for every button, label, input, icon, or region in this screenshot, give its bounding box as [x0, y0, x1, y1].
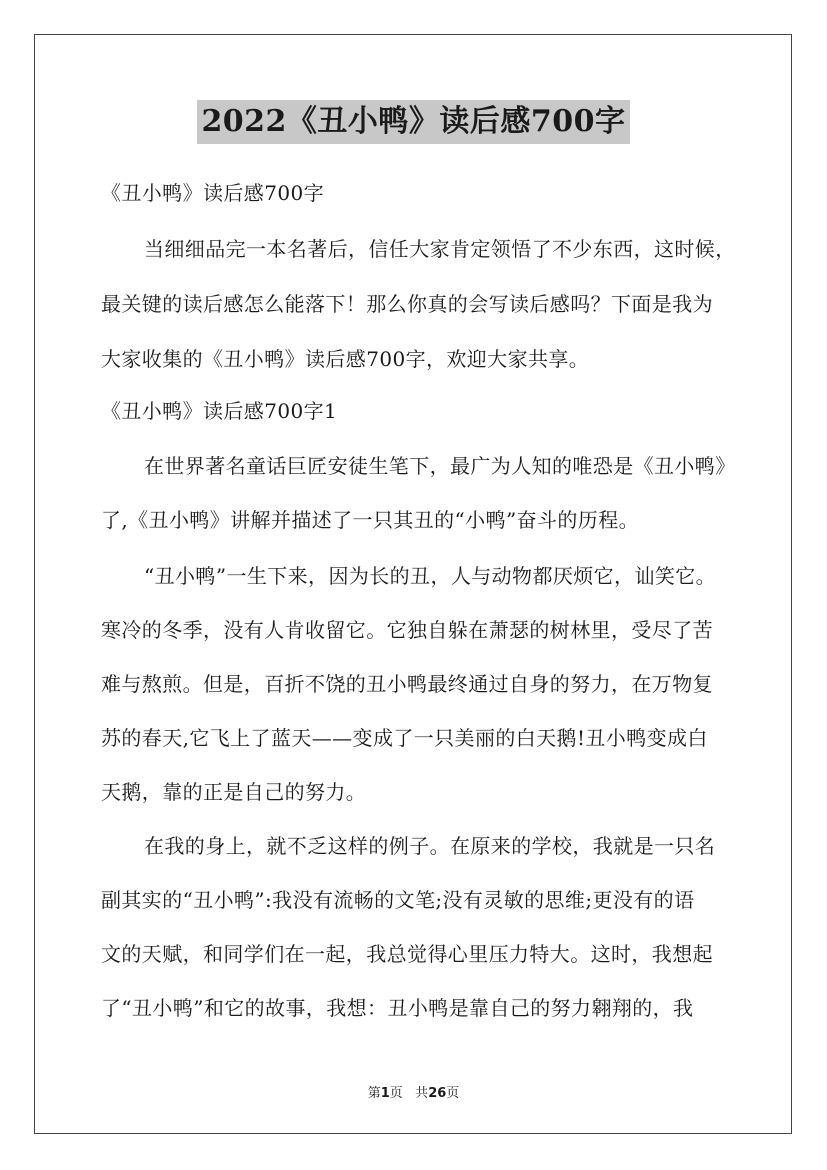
para1-line-2: 了,《丑小鸭》讲解并描述了一只其丑的“小鸭”奋斗的历程。	[101, 508, 640, 532]
document-title: 2022《丑小鸭》读后感700字	[197, 100, 629, 144]
section-heading: 《丑小鸭》读后感700字1	[101, 399, 338, 423]
para2-line-2: 寒冷的冬季，没有人肯收留它。它独自躲在萧瑟的树林里，受尽了苦	[101, 618, 713, 642]
subtitle: 《丑小鸭》读后感700字	[101, 181, 324, 205]
page-suffix: 页	[389, 1086, 403, 1101]
total-suffix: 页	[446, 1086, 460, 1101]
page-prefix: 第	[367, 1086, 381, 1101]
intro-line-3: 大家收集的《丑小鸭》读后感700字，欢迎大家共享。	[101, 347, 590, 371]
page-footer	[0, 1082, 827, 1101]
intro-line-1: 当细细品完一本名著后，信任大家肯定领悟了不少东西，这时候，	[144, 237, 736, 261]
para3-line-1: 在我的身上，就不乏这样的例子。在原来的学校，我就是一只名	[144, 834, 716, 858]
para2-line-4: 苏的春天,它飞上了蓝天——变成了一只美丽的白天鹅!丑小鸭变成白	[101, 726, 708, 750]
para3-line-4: 了“丑小鸭”和它的故事，我想：丑小鸭是靠自己的努力翱翔的，我	[101, 996, 694, 1020]
para2-line-5: 天鹅，靠的正是自己的努力。	[101, 780, 367, 804]
total-pages: 26	[428, 1086, 447, 1101]
intro-line-2: 最关键的读后感怎么能落下！那么你真的会写读后感吗？下面是我为	[101, 292, 713, 316]
para1-line-1: 在世界著名童话巨匠安徒生笔下，最广为人知的唯恐是《丑小鸭》	[144, 454, 736, 478]
page-number: 1	[380, 1086, 390, 1101]
para2-line-3: 难与熬煎。但是，百折不饶的丑小鸭最终通过自身的努力，在万物复	[101, 672, 713, 696]
para3-line-2: 副其实的“丑小鸭”:我没有流畅的文笔;没有灵敏的思维;更没有的语	[101, 888, 695, 912]
para3-line-3: 文的天赋，和同学们在一起，我总觉得心里压力特大。这时，我想起	[101, 942, 713, 966]
title-wrap	[0, 100, 827, 144]
total-prefix: 共	[415, 1086, 429, 1101]
para2-line-1: “丑小鸭”一生下来，因为长的丑，人与动物都厌烦它，讪笑它。	[144, 564, 717, 588]
